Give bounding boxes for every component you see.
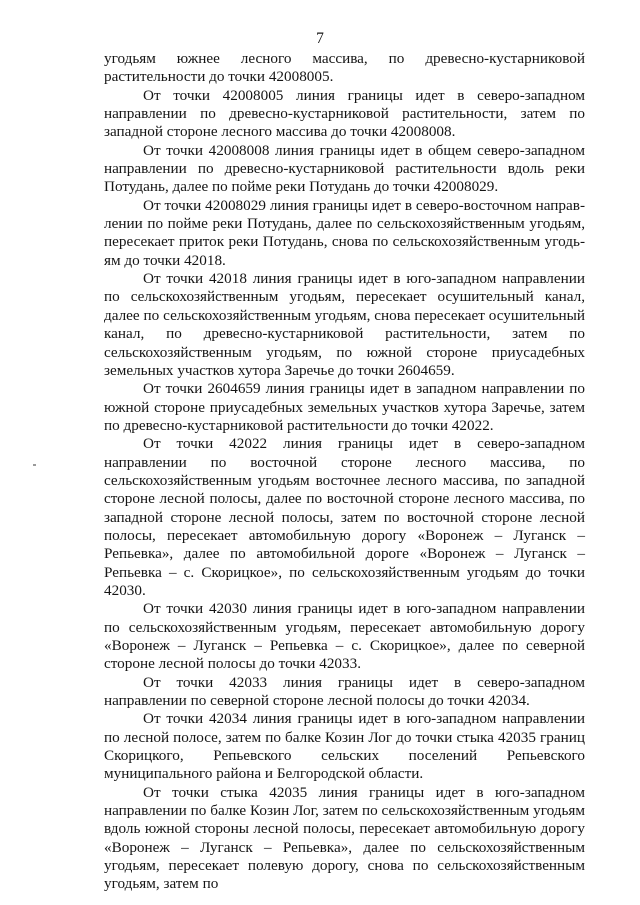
paragraph: От точки 42008005 линия границы идет в северо-западном направлении по древесно-кустарниковой растительности, затем по западной стороне лесного массива до точки 42008008. [104,86,585,141]
paragraph: От точки 42008029 линия границы идет в северо-восточном направлении по пойме реки Потудань, далее по сельскохозяйственным угодьям, пересекает приток реки Потудань, снова по сельскохозяйственным угодьям до точки 42018. [104,196,585,269]
paragraph: От точки 42008008 линия границы идет в общем северо-западном направлении по древесно-кустарниковой растительности вдоль реки Потудань, далее по пойме реки Потудань до точки 42008029. [104,141,585,196]
paragraph: От точки 42030 линия границы идет в юго-западном направлении по сельскохозяйственным угодьям, пересекает автомобильную дорогу «Воронеж – Луганск – Репьевка – с. Скорицкое», далее по северной стороне лесной полосы до точки 42033. [104,600,585,673]
paragraph: От точки стыка 42035 линия границы идет в юго-западном направлении по балке Козин Лог, затем по сельскохозяйственным угодьям вдоль южной стороны лесной полосы, пересекает автомобильную дорогу «Воронеж – Луганск – Репьевка», далее по сельскохозяйственным угодьям, пересекает полевую дорогу, снова по сельскохозяйственным угодьям, затем по [104,783,585,893]
page-number: 7 [316,30,324,47]
document-body [104,50,585,894]
paragraph: От точки 42022 линия границы идет в северо-западном направлении по восточной стороне лесного массива, по сельскохозяйственным угодьям восточнее лесного массива, по западной стороне лесной полосы, далее по восточной стороне лесного массива, по западной стороне лесной полосы, затем по восточной стороне лесной полосы, пересекает автомобильную дорогу «Воронеж – Луганск – Репьевка», далее по автомобильной дороге «Воронеж – Луганск – Репьевка – с. Скорицкое», по сельскохозяйственным угодьям до точки 42030. [104,435,585,599]
margin-mark [33,464,36,466]
paragraph: От точки 42034 линия границы идет в юго-западном направлении по лесной полосе, затем по балке Козин Лог до точки стыка 42035 границ Скорицкого, Репьевского сельских поселений Репьевского муниципального района и Белгородской области. [104,710,585,783]
paragraph: От точки 42018 линия границы идет в юго-западном направлении по сельскохозяйственным угодьям, пересекает осушительный канал, далее по сельскохозяйственным угодьям, снова пересекает осушительный канал, по древесно-кустарниковой растительности, затем по сельскохозяйственным угодьям, по южной стороне приусадебных земельных участков хутора Заречье до точки 2604659. [104,270,585,379]
paragraph-continuation: угодьям южнее лесного массива, по древесно-кустарниковой растительности до точки 42008005. [104,50,585,86]
paragraph: От точки 42033 линия границы идет в северо-западном направлении по северной стороне лесной полосы до точки 42034. [104,673,585,710]
paragraph: От точки 2604659 линия границы идет в западном направлении по южной стороне приусадебных земельных участков хутора Заречье, затем по древесно-кустарниковой растительности до точки 42022. [104,380,585,434]
